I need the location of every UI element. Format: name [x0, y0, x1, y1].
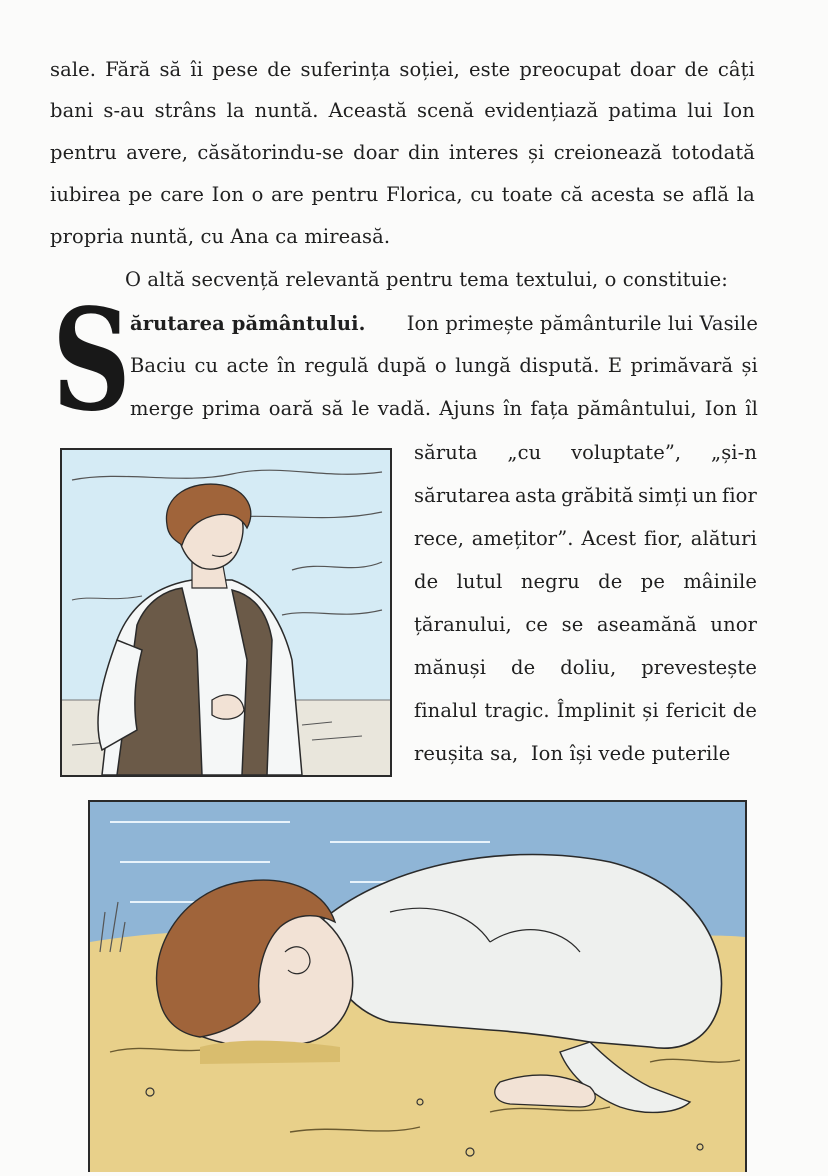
word: soției,	[399, 58, 460, 81]
side-line-4	[414, 570, 757, 594]
word: din	[408, 141, 440, 164]
word: sale.	[50, 58, 97, 81]
word: are	[271, 183, 304, 206]
word: că	[560, 183, 584, 206]
word: după	[377, 354, 427, 377]
word: să	[321, 397, 344, 420]
word: fericit	[665, 699, 726, 722]
word: căsătorindu-se	[197, 141, 344, 164]
word: de	[511, 656, 536, 679]
word: alături	[690, 527, 757, 550]
side-line-3	[414, 527, 757, 551]
word: doliu,	[560, 656, 617, 679]
word: pământului,	[577, 397, 697, 420]
illustration-ion-standing	[60, 448, 392, 777]
word: finalul	[414, 699, 478, 722]
word: Acest	[581, 527, 637, 550]
intro-line: O altă secvență relevantă pentru tema textului, o constituie:	[125, 268, 728, 291]
word: Ajuns	[439, 397, 496, 420]
paragraph1-line-2	[50, 99, 755, 123]
word: săruta	[414, 441, 478, 464]
word: ce	[525, 613, 549, 636]
side-line-8: reușita sa, Ion își vede puterile	[414, 742, 731, 765]
word: află	[691, 183, 730, 206]
word: în	[277, 354, 297, 377]
paragraph1-line-1	[50, 58, 755, 82]
word: aseamănă	[596, 613, 697, 636]
word: să	[159, 58, 182, 81]
word: prima	[202, 397, 261, 420]
word: de	[267, 58, 292, 81]
side-line-2	[414, 484, 757, 508]
word: le	[351, 397, 370, 420]
word: Fără	[105, 58, 151, 81]
word: și	[741, 354, 758, 377]
word: fața	[530, 397, 570, 420]
section-title: ărutarea pământului.	[130, 312, 366, 335]
paragraph1-line-5: propria nuntă, cu Ana ca mireasă.	[50, 225, 391, 248]
illustration-ion-kissing-earth	[88, 800, 747, 1172]
word: Florica,	[386, 183, 463, 206]
word: suferința	[300, 58, 391, 81]
word: țăranului,	[414, 613, 512, 636]
word: merge	[130, 397, 194, 420]
word: lui	[687, 99, 713, 122]
drop-cap: S	[52, 279, 131, 443]
word: vadă.	[377, 397, 432, 420]
side-line-7	[414, 699, 757, 723]
word: la	[226, 99, 245, 122]
word: creionează	[553, 141, 663, 164]
word: de	[732, 699, 757, 722]
word: voluptate”,	[571, 441, 682, 464]
word: primăvară	[630, 354, 734, 377]
word: mănuși	[414, 656, 487, 679]
section-line1-rest: Ion primește pământurile lui Vasile	[400, 312, 758, 335]
word: la	[736, 183, 755, 206]
word: pentru	[311, 183, 379, 206]
word: de	[684, 58, 709, 81]
word: pe	[640, 570, 665, 593]
word: amețitor”.	[471, 527, 574, 550]
word: doar	[629, 58, 676, 81]
section-line-3	[130, 397, 758, 421]
word: simți	[638, 484, 688, 507]
word: pe	[128, 183, 153, 206]
word: strâns	[154, 99, 217, 122]
word: rece,	[414, 527, 465, 550]
side-line-1	[414, 441, 757, 465]
word: totodată	[671, 141, 755, 164]
word: iubirea	[50, 183, 121, 206]
word: doar	[353, 141, 399, 164]
word: bani	[50, 99, 94, 122]
word: prevestește	[641, 656, 757, 679]
word: se	[662, 183, 685, 206]
word: Această	[328, 99, 407, 122]
word: se	[561, 613, 584, 636]
word: evidențiază	[484, 99, 599, 122]
word: și	[642, 699, 659, 722]
word: grăbită	[561, 484, 634, 507]
word: dispută.	[519, 354, 600, 377]
word: pese	[212, 58, 259, 81]
side-line-5	[414, 613, 757, 637]
word: mâinile	[683, 570, 757, 593]
word: interes	[448, 141, 519, 164]
word: lutul	[456, 570, 503, 593]
word: cu	[194, 354, 219, 377]
word: preocupat	[519, 58, 621, 81]
paragraph1-line-4	[50, 183, 755, 207]
word: fior,	[643, 527, 684, 550]
word: de	[414, 570, 439, 593]
word: sărutarea	[414, 484, 511, 507]
word: acesta	[590, 183, 655, 206]
word: îi	[190, 58, 204, 81]
word: nuntă.	[254, 99, 319, 122]
word: o	[251, 183, 264, 206]
word: și	[527, 141, 545, 164]
word: oară	[268, 397, 314, 420]
word: lungă	[455, 354, 512, 377]
side-line-6	[414, 656, 757, 680]
word: „cu	[507, 441, 542, 464]
word: tragic.	[484, 699, 550, 722]
word: s-au	[103, 99, 145, 122]
word: regulă	[304, 354, 369, 377]
word: care	[160, 183, 205, 206]
word: patima	[608, 99, 678, 122]
word: de	[598, 570, 623, 593]
section-heading-line	[130, 312, 758, 336]
word: o	[434, 354, 447, 377]
word: un	[692, 484, 718, 507]
word: Ion	[704, 397, 738, 420]
section-line-2	[130, 354, 758, 378]
word: asta	[515, 484, 557, 507]
word: acte	[226, 354, 269, 377]
word: Ion	[722, 99, 755, 122]
word: unor	[710, 613, 757, 636]
paragraph1-line-3	[50, 141, 755, 165]
word: câți	[717, 58, 755, 81]
word: cu	[470, 183, 495, 206]
word: pentru	[50, 141, 117, 164]
word: „și-n	[711, 441, 757, 464]
word: Ion	[211, 183, 244, 206]
word: avere,	[126, 141, 189, 164]
word: în	[503, 397, 523, 420]
word: toate	[501, 183, 553, 206]
word: E	[607, 354, 623, 377]
word: negru	[520, 570, 580, 593]
word: îl	[745, 397, 758, 420]
word: scenă	[417, 99, 475, 122]
word: fior	[722, 484, 757, 507]
word: Baciu	[130, 354, 187, 377]
word: este	[468, 58, 511, 81]
word: Împlinit	[556, 699, 636, 722]
